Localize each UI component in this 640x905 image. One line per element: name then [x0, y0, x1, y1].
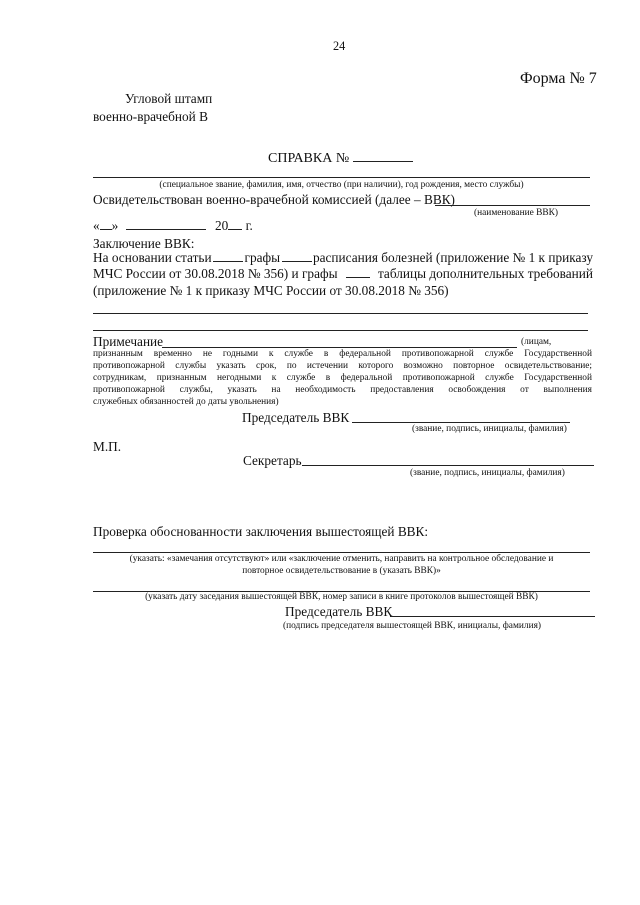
secretary-caption: (звание, подпись, инициалы, фамилия) — [410, 468, 565, 478]
basis-table-column-field[interactable] — [346, 266, 370, 278]
date-day-field[interactable] — [100, 218, 112, 230]
stamp-line-2: военно-врачебной В — [93, 109, 208, 124]
review-chairman-caption: (подпись председателя вышестоящей ВВК, инициалы, фамилия) — [283, 621, 542, 631]
date-year-prefix: 20 — [214, 218, 229, 233]
date-open-quote: « — [93, 218, 100, 233]
review-caption-1-line-1: (указать: «замечания отсутствуют» или «заключение отменить, направить на контрольное обследование и — [129, 554, 554, 564]
note-line-1: признанным временно не годными к службе в федеральной противопожарной службе Государственной — [93, 349, 592, 359]
secretary-label: Секретарь — [243, 453, 302, 468]
review-chairman-signature-line[interactable] — [390, 616, 595, 617]
basis-column-label: графы — [244, 250, 281, 265]
basis-line-1 — [93, 250, 593, 266]
note-suffix: (лицам, — [521, 337, 552, 347]
date-year-suffix: г. — [245, 218, 253, 233]
basis-article-label: На основании статьи — [93, 250, 212, 265]
date-year-field[interactable] — [228, 218, 242, 230]
chairman-signature-line[interactable] — [352, 422, 570, 423]
secretary-signature-line[interactable] — [302, 465, 594, 466]
certificate-title-text: СПРАВКА № — [268, 151, 350, 166]
review-chairman-label: Председатель ВВК — [285, 604, 393, 619]
note-line-5: служебных обязанностей до даты увольнения) — [93, 397, 279, 407]
basis-column-field[interactable] — [282, 250, 312, 262]
basis-table-text: таблицы дополнительных требований — [377, 266, 593, 281]
seal-place: М.П. — [93, 439, 122, 454]
review-decision-line[interactable] — [93, 552, 590, 553]
examination-text: Освидетельствован военно-врачебной комиссией (далее – ВВК) — [93, 192, 455, 207]
note-field-line[interactable] — [162, 347, 517, 348]
date-close-quote: » — [111, 218, 119, 233]
form-label: Форма № 7 — [520, 70, 597, 87]
note-line-4: противопожарной службы, указать на необходимость предоставления освобождения от выполнения — [93, 385, 592, 395]
certificate-title — [268, 150, 413, 167]
chairman-label: Председатель ВВК — [242, 410, 350, 425]
chairman-caption: (звание, подпись, инициалы, фамилия) — [412, 424, 567, 434]
note-line-2: противопожарной службы указать срок, по истечении которого возможно повторное освидетельствование; — [93, 361, 592, 371]
stamp-line-1: Угловой штамп — [125, 91, 213, 106]
basis-article-field[interactable] — [213, 250, 243, 262]
basis-line-2 — [93, 266, 593, 282]
person-field-line[interactable] — [93, 177, 590, 178]
basis-order-text: МЧС России от 30.08.2018 № 356) и графы — [93, 266, 338, 281]
conclusion-field-line-1[interactable] — [93, 313, 588, 314]
person-field-caption: (специальное звание, фамилия, имя, отчество (при наличии), год рождения, место службы) — [159, 180, 524, 190]
date-month-field[interactable] — [126, 218, 206, 230]
vvk-name-field-line[interactable] — [435, 205, 590, 206]
conclusion-field-line-2[interactable] — [93, 330, 588, 331]
basis-line-3: (приложение № 1 к приказу МЧС России от 30.08.2018 № 356) — [93, 283, 449, 298]
basis-schedule-text: расписания болезней (приложение № 1 к приказу — [312, 250, 593, 265]
conclusion-label: Заключение ВВК: — [93, 236, 195, 251]
note-line-3: сотрудникам, признанным негодными к службе в федеральной противопожарной службе Государственной — [93, 373, 592, 383]
vvk-name-caption: (наименование ВВК) — [474, 208, 558, 218]
page-number: 24 — [333, 39, 346, 53]
note-label: Примечание — [93, 334, 164, 349]
date-line — [93, 218, 253, 234]
review-caption-1-line-2: повторное освидетельствование в (указать ВВК)» — [242, 566, 441, 576]
certificate-number-field[interactable] — [353, 150, 413, 162]
review-caption-2: (указать дату заседания вышестоящей ВВК, номер записи в книге протоколов вышестоящей ВВК) — [145, 592, 538, 602]
review-title: Проверка обоснованности заключения вышестоящей ВВК: — [93, 524, 429, 539]
